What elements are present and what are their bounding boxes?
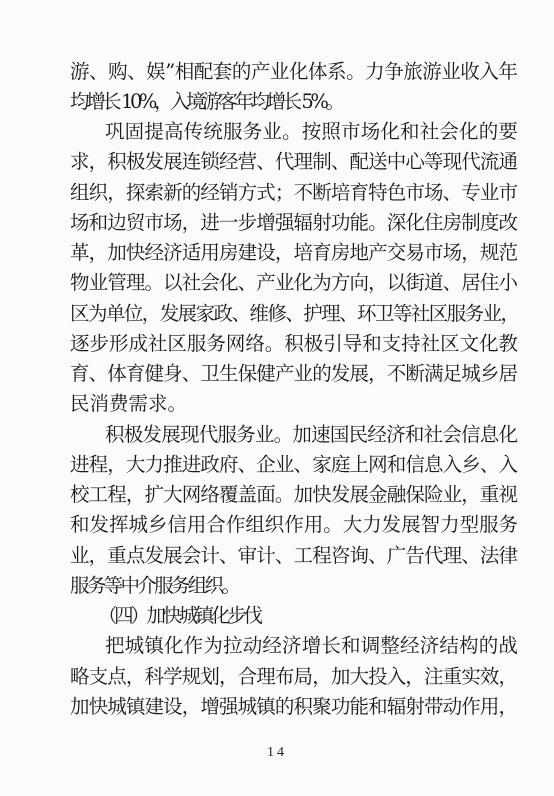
text-line: 和发挥城乡信用合作组织作用。大力发展智力型服务 <box>70 513 519 536</box>
text-line: 场和边贸市场，进一步增强辐射功能。深化住房制度改 <box>70 211 518 234</box>
paragraph-start-line: 积极发展现代服务业。加速国民经济和社会信息化 <box>105 423 518 446</box>
text-line: 育、体育健身、卫生保健产业的发展，不断满足城乡居 <box>70 362 518 385</box>
paragraph-start-line: 巩固提高传统服务业。按照市场化和社会化的要 <box>105 120 519 143</box>
text-line: 业，重点发展会计、审计、工程咨询、广告代理、法律 <box>70 544 518 567</box>
text-line: 略支点，科学规划，合理布局，加大投入，注重实效， <box>70 665 518 688</box>
text-line: 加快城镇建设，增强城镇的积聚功能和辐射带动作用， <box>70 695 518 718</box>
text-line: 区为单位，发展家政、维修、护理、环卫等社区服务业， <box>70 302 519 325</box>
text-line: 逐步形成社区服务网络。积极引导和支持社区文化教 <box>70 332 519 355</box>
text-line: 校工程，扩大网络覆盖面。加快发展金融保险业，重视 <box>70 483 518 506</box>
text-line: 组织，探索新的经销方式；不断培育特色市场、专业市 <box>70 181 518 204</box>
paragraph-start-line: 把城镇化作为拉动经济增长和调整经济结构的战 <box>105 634 519 657</box>
page-number: 14 <box>267 745 287 760</box>
section-heading: （四）加快城镇化步伐 <box>98 604 260 627</box>
text-line: 物业管理。以社会化、产业化为方向，以街道、居住小 <box>70 271 518 294</box>
text-line: 民消费需求。 <box>70 392 188 415</box>
text-line: 革，加快经济适用房建设，培育房地产交易市场，规范 <box>70 241 518 264</box>
text-line: 进程，大力推进政府、企业、家庭上网和信息入乡、入 <box>70 453 518 476</box>
text-line: 游、购、娱”相配套的产业化体系。力争旅游业收入年 <box>70 60 518 83</box>
text-line: 求，积极发展连锁经营、代理制、配送中心等现代流通 <box>70 150 518 173</box>
text-line: 均增长 10%，入境游客年均增长 5%。 <box>70 90 342 113</box>
text-line: 服务等中介服务组织。 <box>70 574 239 597</box>
